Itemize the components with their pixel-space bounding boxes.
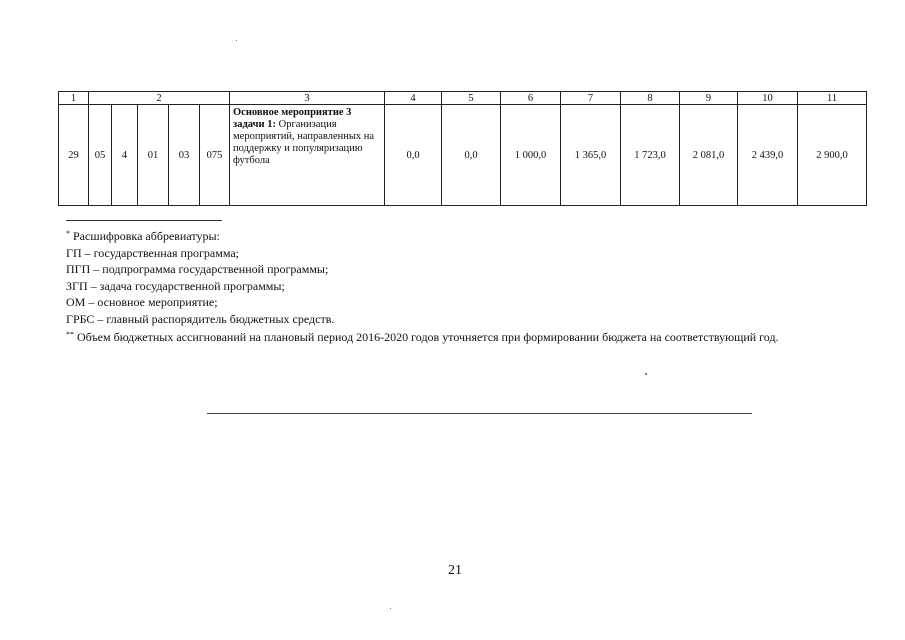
footnote-item: ГП – государственная программа; [66,245,239,260]
footnote-item: ЗГП – задача государственной программы; [66,278,285,293]
value-cell: 1 000,0 [501,105,561,206]
page-number: 21 [448,563,462,578]
scan-speck [645,373,647,375]
scan-speck [390,608,391,609]
header-cell: 4 [385,92,442,105]
header-cell: 9 [680,92,738,105]
budget-table [58,91,867,206]
footnote-item: ГРБС – главный распорядитель бюджетных средств. [66,311,335,326]
footnotes [66,226,866,346]
header-cell: 10 [738,92,798,105]
footnote-title: * Расшифровка аббревиатуры: [66,229,220,243]
description-text: Организация мероприятий, направленных на поддержку и популяризацию футбола [233,119,375,166]
code-cell: 29 [59,105,89,206]
value-cell: 1 365,0 [561,105,621,206]
header-cell: 8 [621,92,680,105]
footnote-item: ОМ – основное мероприятие; [66,295,218,309]
value-cell: 0,0 [442,105,501,206]
description-cell [230,105,385,206]
description-bold: Основное мероприятие 3 задачи 1: [233,107,352,130]
value-cell: 2 081,0 [680,105,738,206]
header-cell: 1 [59,92,89,105]
value-cell: 2 900,0 [798,105,867,206]
value-cell: 2 439,0 [738,105,798,206]
code-cell: 4 [112,105,138,206]
code-cell: 01 [138,105,169,206]
header-cell: 6 [501,92,561,105]
code-cell: 075 [200,105,230,206]
code-cell: 03 [169,105,200,206]
horizontal-rule [207,413,752,414]
header-cell: 5 [442,92,501,105]
footnote-item: ПГП – подпрограмма государственной программы; [66,262,329,276]
code-cell: 05 [89,105,112,206]
footnote-mark: ** [66,330,74,339]
table-header-row [59,92,867,105]
header-cell: 2 [89,92,230,105]
footnote-separator [66,220,222,221]
footnote-mark: * [66,229,70,238]
value-cell: 0,0 [385,105,442,206]
header-cell: 11 [798,92,867,105]
footnote-budget-note: ** Объем бюджетных ассигнований на плановый период 2016-2020 годов уточняется при формировании бюджета на соответствующий год. [66,330,779,344]
scan-speck [236,40,237,41]
header-cell: 3 [230,92,385,105]
table-row [59,105,867,206]
header-cell: 7 [561,92,621,105]
value-cell: 1 723,0 [621,105,680,206]
